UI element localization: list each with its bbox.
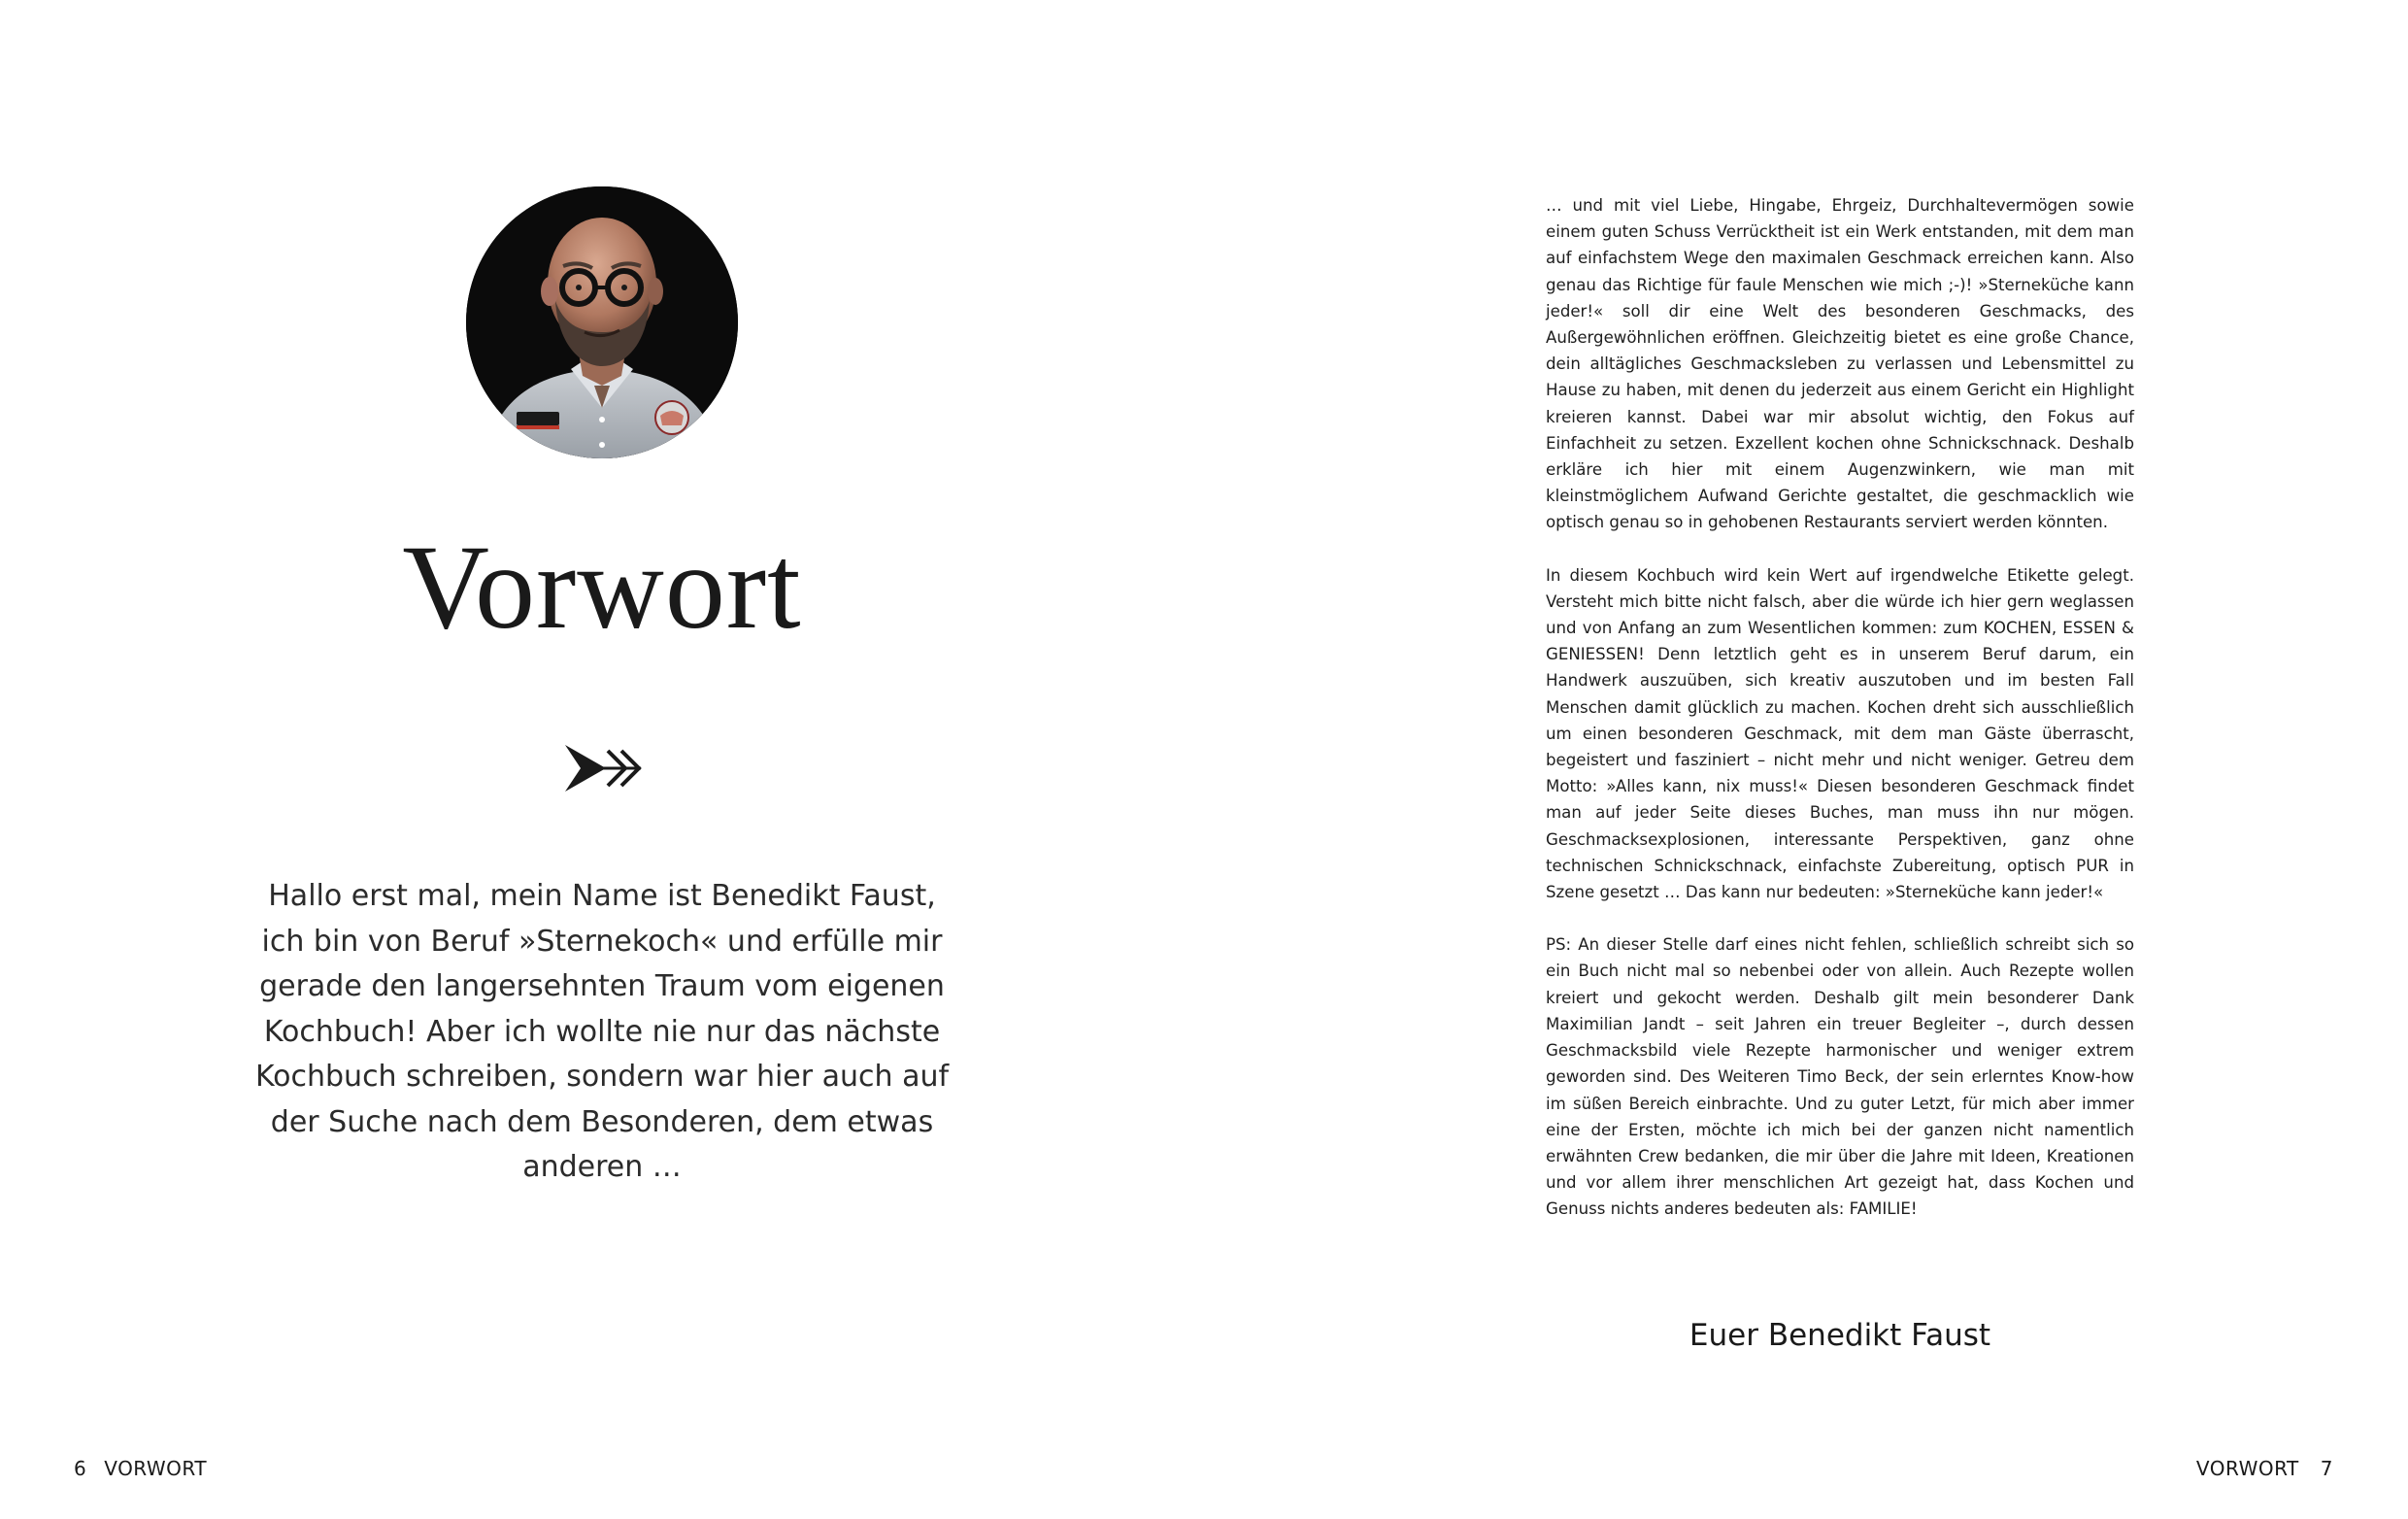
chef-portrait [466, 186, 738, 458]
page-number: 6 [74, 1457, 87, 1480]
folio-left [74, 1457, 207, 1480]
body-paragraph: PS: An dieser Stelle darf eines nicht fehlen, schließlich schreibt sich so ein Buch nicht mal so nebenbei oder von allein. Auch Rezepte wollen kreiert und gekocht werden. Deshalb gilt mein besonderer Dank Maximilian Jandt – seit Jahren ein treuer Begleiter –, durch dessen Geschmacksbild viele Rezepte harmonischer und weniger extrem geworden sind. Des Weiteren Timo Beck, der sein erlerntes Know-how im süßen Bereich einbrachte. Und zu guter Letzt, für mich aber immer eine der Ersten, möchte ich mich bei der ganzen nicht namentlich erwähnten Crew bedanken, die mir über die Jahre mit Ideen, Kreationen und vor allem ihrer menschlichen Art gezeigt hat, dass Kochen und Genuss nichts anderes bedeuten als: FAMILIE! [1546, 935, 2134, 1219]
folio-right [2196, 1457, 2333, 1480]
running-head: VORWORT [2195, 1457, 2299, 1480]
body-paragraph: In diesem Kochbuch wird kein Wert auf irgendwelche Etikette gelegt. Versteht mich bitte nicht falsch, aber die würde ich hier gern weglassen und von Anfang an zum Wesentlichen kommen: zum KOCHEN, ESSEN & GENIESSEN! Denn letztlich geht es in unserem Beruf darum, ein Handwerk auszuüben, sich kreativ auszutoben und im besten Fall Menschen damit glücklich zu machen. Kochen dreht sich ausschließlich um einen besonderen Geschmack, mit dem man Gäste überrascht, begeistert und fasziniert – nicht mehr und nicht weniger. Getreu dem Motto: »Alles kann, nix muss!« Diesen besonderen Geschmack findet man auf jeder Seite dieses Buches, man muss ihn nur mögen. Geschmacksexplosionen, interessante Perspektiven, ganz ohne technischen Schnickschnack, einfachste Zubereitung, optisch PUR in Szene gesetzt … Das kann nur bedeuten: »Sterneküche kann jeder!« [1546, 565, 2134, 902]
author-signature: Euer Benedikt Faust [1689, 1318, 1991, 1353]
running-head: VORWORT [104, 1457, 208, 1480]
arrow-right-ornament-icon [563, 741, 643, 795]
page-title: Vorwort [402, 521, 802, 654]
page-number: 7 [2320, 1457, 2333, 1480]
right-page [1204, 0, 2408, 1519]
intro-paragraph: Hallo erst mal, mein Name ist Benedikt Faust, ich bin von Beruf »Sternekoch« und erfülle mir gerade den langersehnten Traum vom eigenen Kochbuch! Aber ich wollte nie nur das nächste Kochbuch schreiben, sondern war hier auch auf der Suche nach dem Besonderen, dem etwas anderen … [254, 879, 950, 1184]
body-text-column [1546, 192, 2134, 1249]
body-paragraph: … und mit viel Liebe, Hingabe, Ehrgeiz, Durchhaltevermögen sowie einem guten Schuss Verrücktheit ist ein Werk entstanden, mit dem man auf einfachstem Wege den maximalen Geschmack erreichen kann. Also genau das Richtige für faule Menschen wie mich ;-)! »Sterneküche kann jeder!« soll dir eine Welt des besonderen Geschmacks, des Außergewöhnlichen eröffnen. Gleichzeitig bietet es eine große Chance, dein alltägliches Geschmacksleben zu verlassen und Lebensmittel zu Hause zu haben, mit denen du jederzeit aus einem Gericht ein Highlight kreieren kannst. Dabei war mir absolut wichtig, den Fokus auf Einfachheit zu setzen. Exzellent kochen ohne Schnickschnack. Deshalb erkläre ich hier mit einem Augenzwinkern, wie man mit kleinstmöglichem Aufwand Gerichte gestaltet, die geschmacklich wie optisch genau so in gehobenen Restaurants serviert werden könnten. [1546, 196, 2134, 532]
